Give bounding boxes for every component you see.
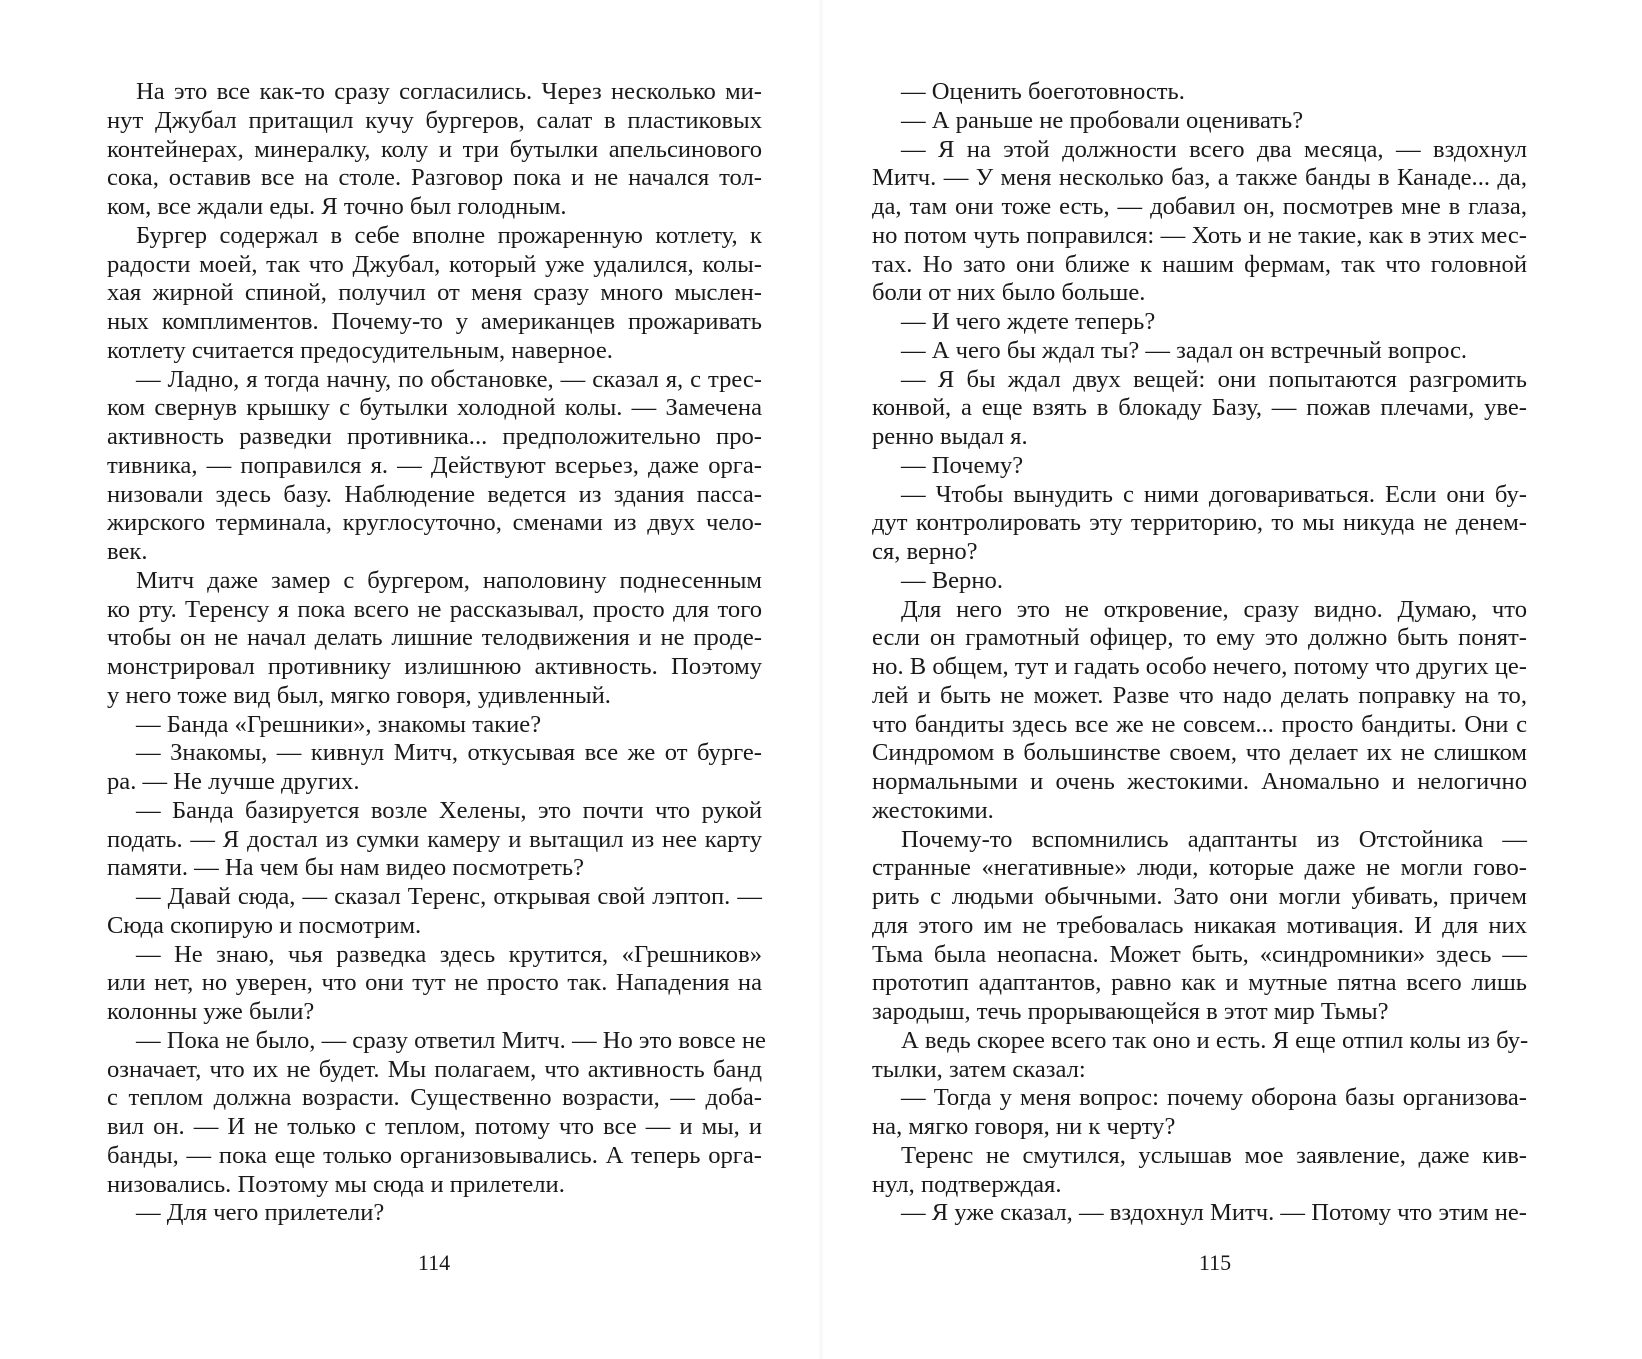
text-line: ра. — Не лучше других. [107, 768, 360, 795]
text-line: — Я уже сказал, — вздохнул Митч. — Потому что этим не- [901, 1199, 1527, 1227]
text-line: На это все как-то сразу согласились. Через несколько ми- [136, 78, 762, 105]
text-line: подать. — Я достал из сумки камеру и вытащил из нее карту [107, 825, 762, 853]
text-line: ком свернув крышку с бутылки холодной колы. — Замечена [107, 394, 762, 422]
text-line: — Не знаю, чья разведка здесь крутится, «Грешников» [136, 940, 762, 968]
left-page [107, 78, 766, 1228]
text-line: радости моей, так что Джубал, который уже удалился, колы- [107, 250, 762, 278]
text-line: у него тоже вид был, мягко говоря, удивленный. [107, 681, 611, 709]
right-page-text [872, 78, 1527, 1228]
text-line: Для него это не откровение, сразу видно. Думаю, что [901, 595, 1527, 623]
text-line: боли от них было больше. [872, 279, 1146, 307]
text-line: активность разведки противника... предположительно про- [107, 423, 762, 450]
text-line: но потом чуть поправился: — Хоть и не такие, как в этих мес- [872, 221, 1527, 249]
text-line: низовались. Поэтому мы сюда и прилетели. [107, 1170, 565, 1198]
text-line: если он грамотный офицер, то ему это должно быть понят- [872, 624, 1527, 652]
text-line: колонны уже были? [107, 998, 315, 1025]
text-line: Теренс не смутился, услышав мое заявление, даже кив- [901, 1141, 1527, 1169]
text-line: нормальными и очень жестокими. Аномально и нелогично [872, 768, 1527, 795]
text-line: Бургер содержал в себе вполне прожаренную котлету, к [136, 221, 762, 249]
text-line: тивника, — поправился я. — Действуют всерьез, даже орга- [107, 451, 762, 479]
text-line: зародыш, течь прорывающейся в этот мир Тьмы? [872, 998, 1389, 1025]
text-line: рить с людьми обычными. Зато они могли убивать, причем [872, 883, 1527, 910]
text-line: ренно выдал я. [872, 423, 1028, 450]
text-line: век. [107, 538, 148, 565]
text-line: — И чего ждете теперь? [901, 308, 1156, 335]
book-gutter [818, 0, 824, 1359]
text-line: Митч даже замер с бургером, наполовину поднесенным [136, 566, 762, 594]
text-line: банды, — пока еще только организовывались. А теперь орга- [107, 1141, 762, 1169]
text-line: лей и быть не может. Разве что надо делать поправку на то, [872, 681, 1527, 709]
text-line: — Я на этой должности всего два месяца, — вздохнул [901, 135, 1527, 163]
text-line: Почему-то вспомнились адаптанты из Отстойника — [901, 825, 1527, 853]
text-line: означает, что их не будет. Мы полагаем, что активность банд [107, 1055, 762, 1083]
text-line: — Верно. [901, 566, 1003, 594]
text-line: — Ладно, я тогда начну, по обстановке, — сказал я, с трес- [136, 365, 762, 393]
text-line: — А раньше не пробовали оценивать? [901, 106, 1304, 134]
text-line: контейнерах, минералку, колу и три бутылки апельсинового [107, 135, 762, 163]
text-line: — Знакомы, — кивнул Митч, откусывая все же от бурге- [136, 739, 762, 767]
text-line: монстрировал противнику излишнюю активность. Поэтому [107, 653, 762, 680]
text-line: на, мягко говоря, ни к черту? [872, 1113, 1176, 1140]
text-line: А ведь скорее всего так оно и есть. Я еще отпил колы из бу- [901, 1026, 1529, 1054]
text-line: вил он. — И не только с теплом, потому что все — и мы, и [107, 1113, 762, 1140]
text-line: тылки, затем сказал: [872, 1055, 1086, 1083]
text-line: памяти. — На чем бы нам видео посмотреть? [107, 854, 585, 882]
left-page-number: 114 [417, 1250, 451, 1275]
right-page-number: 115 [1198, 1250, 1232, 1275]
text-line: ных комплиментов. Почему-то у американцев прожаривать [107, 308, 762, 335]
text-line: что бандиты здесь все же не совсем... просто бандиты. Они с [872, 710, 1527, 738]
text-line: ком, все ждали еды. Я точно был голодным. [107, 193, 567, 220]
text-line: но. В общем, тут и гадать особо нечего, потому что других це- [872, 653, 1527, 680]
text-line: — Чтобы вынудить с ними договариваться. Если они бу- [901, 480, 1527, 508]
text-line: ся, верно? [872, 538, 978, 565]
text-line: жирского терминала, круглосуточно, сменами из двух чело- [107, 509, 762, 537]
text-line: Синдромом в большинстве своем, что делает их не слишком [872, 739, 1527, 767]
text-line: котлету считается предосудительным, наверное. [107, 336, 613, 364]
text-line: низовали здесь базу. Наблюдение ведется из здания пасса- [107, 480, 762, 508]
text-line: — Давай сюда, — сказал Теренс, открывая свой лэптоп. — [136, 883, 762, 910]
text-line: хая жирной спиной, получил от меня сразу много мыслен- [107, 279, 762, 307]
text-line: чтобы он не начал делать лишние телодвижения и не проде- [107, 624, 762, 652]
text-line: Тьма была неопасна. Может быть, «синдромники» здесь — [872, 940, 1527, 968]
left-page-text [107, 78, 766, 1228]
text-line: Сюда скопирую и посмотрим. [107, 911, 422, 939]
text-line: — Почему? [901, 451, 1024, 479]
text-line: дут контролировать эту территорию, то мы никуда не денем- [872, 509, 1527, 537]
text-line: Митч. — У меня несколько баз, а также банды в Канаде... да, [872, 164, 1527, 192]
text-line: ко рту. Теренсу я пока всего не рассказывал, просто для того [107, 595, 762, 623]
text-line: тах. Но зато они ближе к нашим фермам, так что головной [872, 250, 1527, 278]
text-line: нут Джубал притащил кучу бургеров, салат в пластиковых [107, 106, 762, 134]
text-line: — Банда «Грешники», знакомы такие? [136, 710, 542, 738]
text-line: сока, оставив все на столе. Разговор пока и не начался тол- [107, 164, 762, 192]
text-line: — Пока не было, — сразу ответил Митч. — Но это вовсе не [136, 1026, 766, 1054]
text-line: — Я бы ждал двух вещей: они попытаются разгромить [901, 365, 1527, 393]
text-line: да, там они тоже есть, — добавил он, посмотрев мне в глаза, [872, 193, 1527, 220]
text-line: — Для чего прилетели? [136, 1199, 385, 1227]
text-line: — Оценить боеготовность. [901, 78, 1185, 105]
text-line: или нет, но уверен, что они тут не просто так. Нападения на [107, 969, 762, 997]
text-line: с теплом должна возрасти. Существенно возрасти, — доба- [107, 1084, 762, 1112]
text-line: прототип адаптантов, равно как и мутные пятна всего лишь [872, 969, 1527, 997]
text-line: — Тогда у меня вопрос: почему оборона базы организова- [901, 1084, 1527, 1112]
text-line: конвой, а еще взять в блокаду Базу, — пожав плечами, уве- [872, 394, 1527, 422]
text-line: — Банда базируется возле Хелены, это почти что рукой [136, 796, 762, 824]
text-line: — А чего бы ждал ты? — задал он встречный вопрос. [901, 336, 1468, 364]
right-page [872, 78, 1527, 1228]
text-line: для этого им не требовалась никакая мотивация. И для них [872, 911, 1527, 939]
text-line: странные «негативные» люди, которые даже не могли гово- [872, 854, 1527, 882]
text-line: жестокими. [872, 796, 994, 824]
text-line: нул, подтверждая. [872, 1170, 1062, 1198]
